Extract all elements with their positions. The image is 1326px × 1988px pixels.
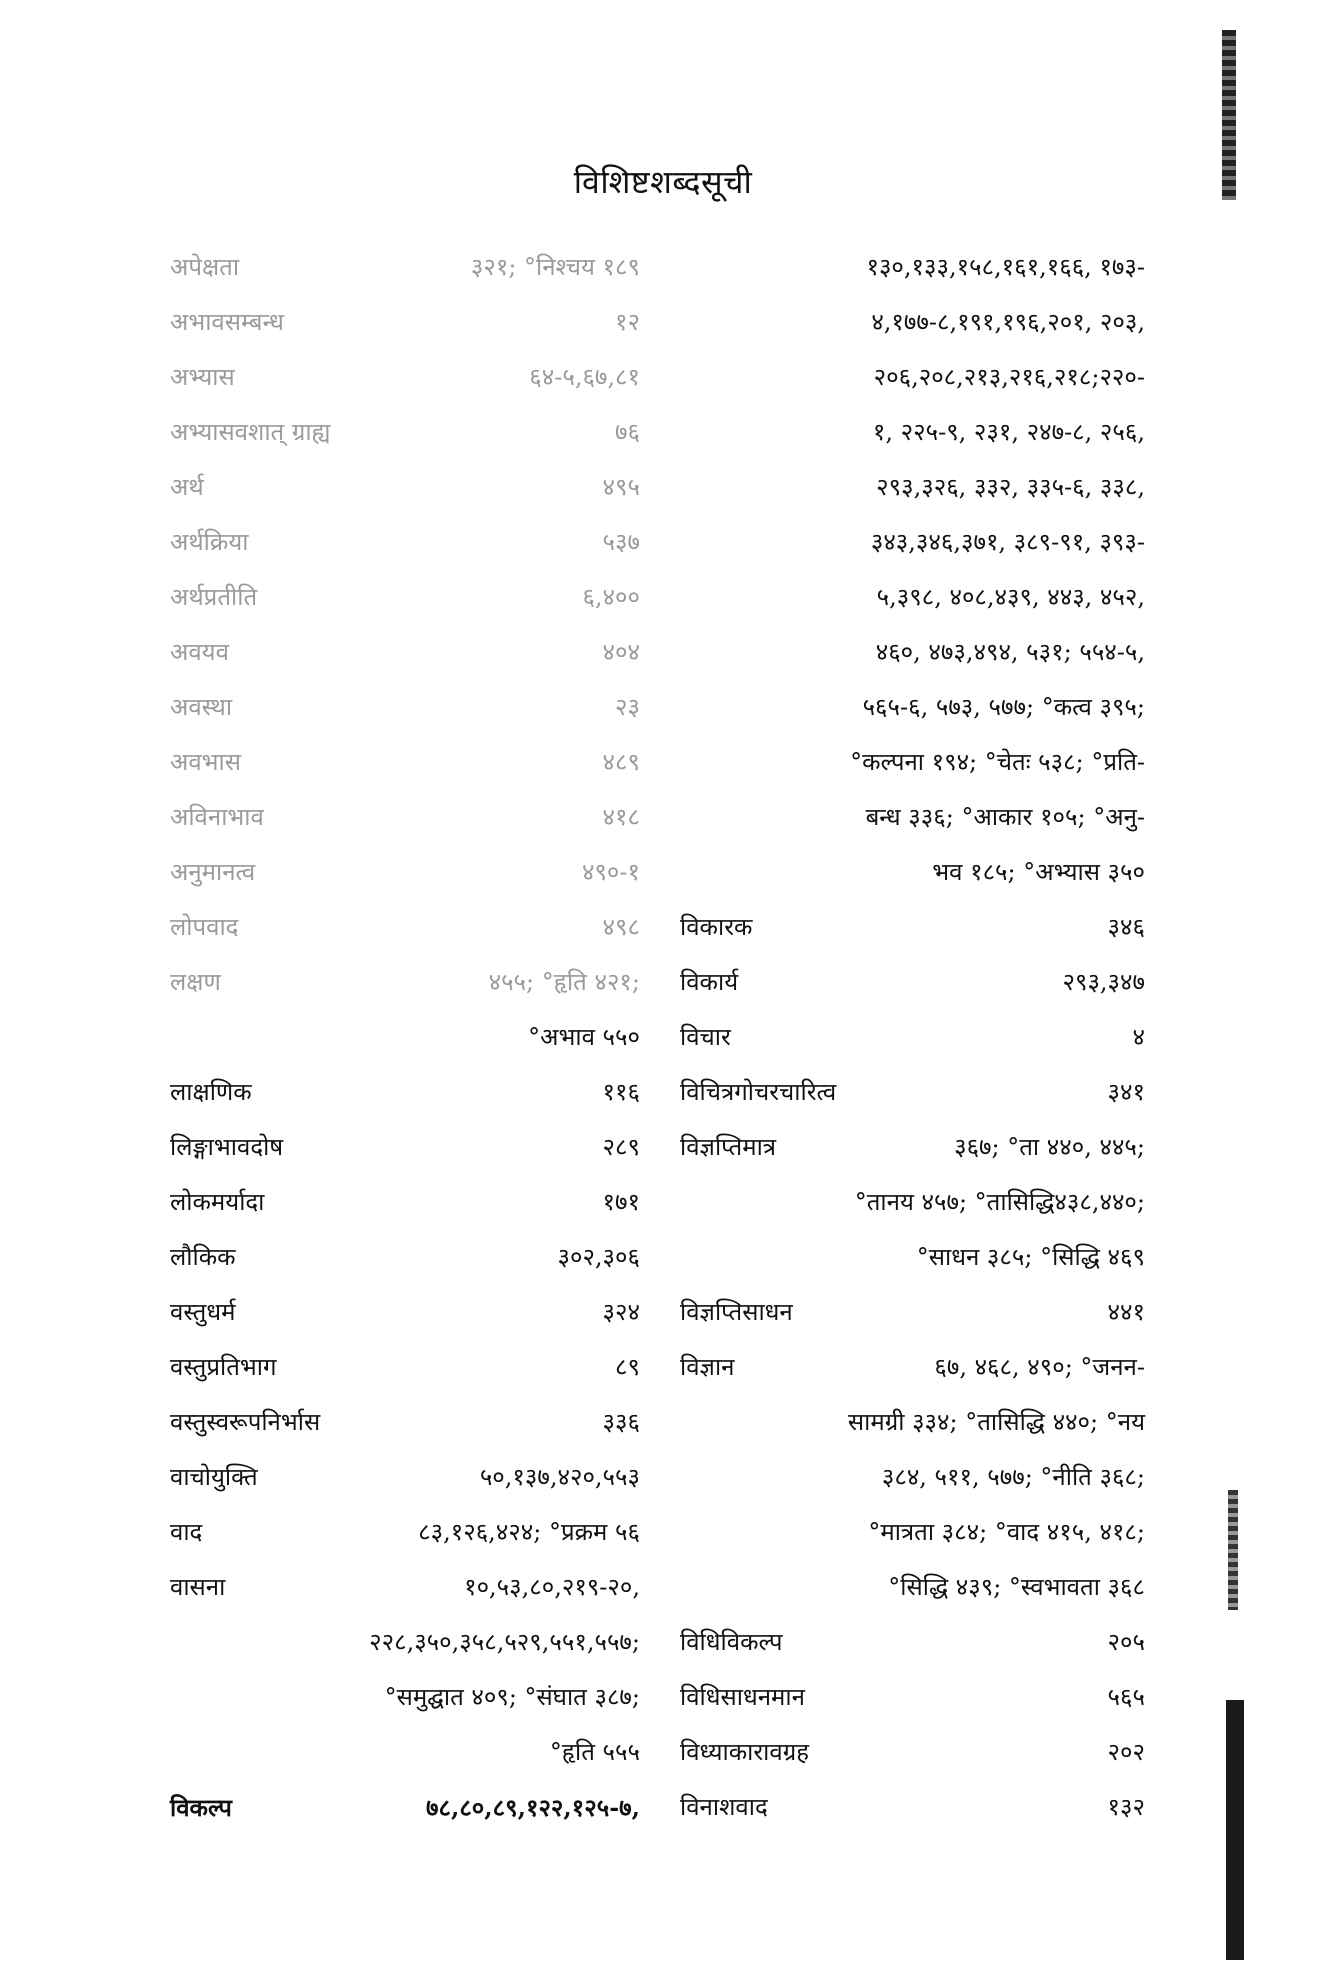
index-entry bbox=[170, 1615, 640, 1670]
index-entry bbox=[170, 790, 640, 845]
index-term: लोकमर्यादा bbox=[170, 1188, 265, 1216]
index-entry bbox=[170, 1340, 640, 1395]
index-entry bbox=[170, 1175, 640, 1230]
index-entry bbox=[170, 1725, 640, 1780]
index-entry bbox=[170, 1010, 640, 1065]
index-entry bbox=[170, 1560, 640, 1615]
index-term: वाद bbox=[170, 1518, 203, 1546]
index-entry bbox=[170, 1065, 640, 1120]
index-page-refs: ३०२,३०६ bbox=[557, 1243, 640, 1271]
index-page-refs: °अभाव ५५० bbox=[528, 1023, 640, 1051]
index-entry bbox=[680, 1175, 1145, 1230]
index-page-refs: ३३६ bbox=[602, 1408, 640, 1436]
index-term: लोपवाद bbox=[170, 913, 239, 941]
scan-edge-mark-top bbox=[1222, 30, 1236, 200]
index-entry bbox=[170, 350, 640, 405]
index-term: विनाशवाद bbox=[680, 1793, 768, 1821]
index-term: वाचोयुक्ति bbox=[170, 1463, 258, 1491]
index-page-refs: ३४१ bbox=[1107, 1078, 1145, 1106]
index-page-refs: °कल्पना १९४; °चेतः ५३८; °प्रति- bbox=[850, 748, 1145, 776]
index-entry bbox=[680, 900, 1145, 955]
index-page-refs: ५६५-६, ५७३, ५७७; °कत्व ३९५; bbox=[862, 693, 1145, 721]
index-page-refs: १२ bbox=[615, 308, 640, 336]
index-page-refs: ५,३९८, ४०८,४३९, ४४३, ४५२, bbox=[876, 583, 1145, 611]
index-term: अविनाभाव bbox=[170, 803, 264, 831]
index-entry bbox=[680, 1670, 1145, 1725]
index-page-refs: °समुद्घात ४०९; °संघात ३८७; bbox=[384, 1683, 640, 1711]
index-entry bbox=[170, 295, 640, 350]
index-entry bbox=[170, 515, 640, 570]
index-entry bbox=[170, 1670, 640, 1725]
index-page-refs: ३२१; °निश्चय १८९ bbox=[470, 253, 640, 281]
index-entry bbox=[170, 955, 640, 1010]
index-page-refs: ८९ bbox=[615, 1353, 640, 1381]
index-term: अवभास bbox=[170, 748, 241, 776]
index-page-refs: २९३,३४७ bbox=[1062, 968, 1145, 996]
index-page-refs: ४९०-१ bbox=[581, 858, 640, 886]
index-entry bbox=[170, 625, 640, 680]
index-entry bbox=[170, 405, 640, 460]
index-page-refs: °हृति ५५५ bbox=[549, 1738, 640, 1766]
index-term: वस्तुधर्म bbox=[170, 1298, 236, 1326]
index-entry bbox=[680, 1505, 1145, 1560]
index-page-refs: २३ bbox=[615, 693, 640, 721]
index-entry bbox=[170, 1230, 640, 1285]
right-index-column bbox=[680, 240, 1145, 1835]
index-entry bbox=[170, 900, 640, 955]
index-entry bbox=[680, 955, 1145, 1010]
index-page-refs: २८९ bbox=[602, 1133, 640, 1161]
index-page-refs: १३०,१३३,१५८,१६१,१६६, १७३- bbox=[866, 253, 1145, 281]
index-term: विकल्प bbox=[170, 1793, 232, 1822]
scan-edge-mark-middle bbox=[1228, 1490, 1238, 1610]
index-entry bbox=[170, 1120, 640, 1175]
index-entry bbox=[680, 1450, 1145, 1505]
index-entry bbox=[170, 680, 640, 735]
index-page-refs: °सिद्धि ४३९; °स्वभावता ३६८ bbox=[888, 1573, 1145, 1601]
index-page-refs: २०२ bbox=[1107, 1738, 1145, 1766]
index-term: विज्ञप्तिमात्र bbox=[680, 1133, 777, 1161]
index-term: लिङ्गाभावदोष bbox=[170, 1133, 284, 1161]
index-page-refs: ५६५ bbox=[1107, 1683, 1145, 1711]
index-page-refs: सामग्री ३३४; °तासिद्धि ४४०; °नय bbox=[847, 1408, 1145, 1436]
index-page-refs: ५०,१३७,४२०,५५३ bbox=[479, 1463, 640, 1491]
index-page-refs: १०,५३,८०,२१९-२०, bbox=[464, 1573, 640, 1601]
index-page-refs: बन्ध ३३६; °आकार १०५; °अनु- bbox=[865, 803, 1145, 831]
index-page-refs: १, २२५-९, २३१, २४७-८, २५६, bbox=[872, 418, 1145, 446]
index-entry bbox=[680, 405, 1145, 460]
index-page-refs: ४४१ bbox=[1107, 1298, 1145, 1326]
index-term: वासना bbox=[170, 1573, 226, 1601]
index-page-refs: ८३,१२६,४२४; °प्रक्रम ५६ bbox=[418, 1518, 640, 1546]
index-term: अभावसम्बन्ध bbox=[170, 308, 284, 336]
index-entry bbox=[680, 1395, 1145, 1450]
index-term: विकारक bbox=[680, 913, 753, 941]
index-term: वस्तुप्रतिभाग bbox=[170, 1353, 277, 1381]
index-page-refs: ४६०, ४७३,४९४, ५३१; ५५४-५, bbox=[875, 638, 1145, 666]
index-entry bbox=[680, 1285, 1145, 1340]
index-page-refs: ७८,८०,८९,१२२,१२५-७, bbox=[426, 1793, 640, 1822]
index-entry bbox=[170, 460, 640, 515]
index-page-refs: २०५ bbox=[1107, 1628, 1145, 1656]
left-index-column bbox=[170, 240, 640, 1835]
index-entry bbox=[680, 1010, 1145, 1065]
index-page-refs: ७६ bbox=[615, 418, 640, 446]
index-page-refs: १३२ bbox=[1107, 1793, 1145, 1821]
index-entry bbox=[680, 680, 1145, 735]
index-page-refs: °मात्रता ३८४; °वाद ४१५, ४१८; bbox=[868, 1518, 1145, 1546]
index-page-refs: ३८४, ५११, ५७७; °नीति ३६८; bbox=[881, 1463, 1145, 1491]
index-page-refs: ३४३,३४६,३७१, ३८९-९१, ३९३- bbox=[870, 528, 1145, 556]
index-page-refs: २९३,३२६, ३३२, ३३५-६, ३३८, bbox=[876, 473, 1145, 501]
index-page-refs: ३६७; °ता ४४०, ४४५; bbox=[954, 1133, 1145, 1161]
index-entry bbox=[170, 735, 640, 790]
index-entry bbox=[680, 1615, 1145, 1670]
index-entry bbox=[680, 625, 1145, 680]
index-page-refs: भव १८५; °अभ्यास ३५० bbox=[932, 858, 1145, 886]
index-entry bbox=[170, 845, 640, 900]
index-entry bbox=[170, 1505, 640, 1560]
index-page-refs: ४८९ bbox=[602, 748, 640, 776]
index-entry bbox=[680, 460, 1145, 515]
index-term: अपेक्षता bbox=[170, 253, 240, 281]
index-entry bbox=[170, 240, 640, 295]
page-title: विशिष्टशब्दसूची bbox=[573, 163, 753, 201]
index-entry bbox=[680, 735, 1145, 790]
index-entry bbox=[680, 240, 1145, 295]
index-entry bbox=[680, 1065, 1145, 1120]
index-page-refs: ६४-५,६७,८१ bbox=[529, 363, 640, 391]
index-entry bbox=[170, 1780, 640, 1835]
index-entry bbox=[680, 1780, 1145, 1835]
index-term: अर्थ bbox=[170, 473, 204, 501]
index-page-refs: ६७, ४६८, ४९०; °जनन- bbox=[934, 1353, 1145, 1381]
index-page-refs: २०६,२०८,२१३,२१६,२१८;२२०- bbox=[873, 363, 1145, 391]
index-term: विध्याकारावग्रह bbox=[680, 1738, 810, 1766]
index-term: अर्थक्रिया bbox=[170, 528, 249, 556]
index-entry bbox=[680, 570, 1145, 625]
index-entry bbox=[680, 515, 1145, 570]
index-page-refs: ४,१७७-८,१९१,१९६,२०१, २०३, bbox=[871, 308, 1145, 336]
index-entry bbox=[170, 1395, 640, 1450]
index-term: अर्थप्रतीति bbox=[170, 583, 258, 611]
index-page-refs: ४९५ bbox=[602, 473, 640, 501]
index-term: विज्ञप्तिसाधन bbox=[680, 1298, 793, 1326]
index-page-refs: ३२४ bbox=[602, 1298, 640, 1326]
index-page-refs: ४५५; °हृति ४२१; bbox=[488, 968, 640, 996]
index-term: अवयव bbox=[170, 638, 229, 666]
index-entry bbox=[680, 1120, 1145, 1175]
index-entry bbox=[680, 1230, 1145, 1285]
index-page-refs: °तानय ४५७; °तासिद्धि४३८,४४०; bbox=[854, 1188, 1145, 1216]
index-term: विचार bbox=[680, 1023, 731, 1051]
index-term: विकार्य bbox=[680, 968, 739, 996]
index-page-refs: ४९८ bbox=[602, 913, 640, 941]
index-entry bbox=[680, 1340, 1145, 1395]
index-term: विज्ञान bbox=[680, 1353, 735, 1381]
index-entry bbox=[170, 1285, 640, 1340]
index-entry bbox=[680, 1725, 1145, 1780]
index-term: अभ्यासवशात् ग्राह्य bbox=[170, 418, 331, 446]
index-term: अवस्था bbox=[170, 693, 233, 721]
index-entry bbox=[680, 845, 1145, 900]
index-term: अनुमानत्व bbox=[170, 858, 256, 886]
index-page-refs: ४०४ bbox=[602, 638, 640, 666]
index-entry bbox=[680, 1560, 1145, 1615]
index-page-refs: °साधन ३८५; °सिद्धि ४६९ bbox=[916, 1243, 1145, 1271]
index-page-refs: ५३७ bbox=[602, 528, 640, 556]
index-entry bbox=[170, 1450, 640, 1505]
index-page-refs: ६,४०० bbox=[582, 583, 640, 611]
index-entry bbox=[680, 295, 1145, 350]
index-page-refs: ११६ bbox=[602, 1078, 640, 1106]
index-entry bbox=[170, 570, 640, 625]
index-term: लाक्षणिक bbox=[170, 1078, 252, 1106]
index-term: विधिविकल्प bbox=[680, 1628, 783, 1656]
index-page-refs: १७१ bbox=[602, 1188, 640, 1216]
scan-edge-mark-bottom bbox=[1226, 1700, 1244, 1960]
index-term: विधिसाधनमान bbox=[680, 1683, 805, 1711]
index-page-refs: २२८,३५०,३५८,५२९,५५१,५५७; bbox=[369, 1628, 640, 1656]
index-entry bbox=[680, 790, 1145, 845]
index-term: अभ्यास bbox=[170, 363, 235, 391]
index-term: विचित्रगोचरचारित्व bbox=[680, 1078, 837, 1106]
index-term: वस्तुस्वरूपनिर्भास bbox=[170, 1408, 321, 1436]
index-term: लौकिक bbox=[170, 1243, 236, 1271]
index-page-refs: ३४६ bbox=[1107, 913, 1145, 941]
index-page-refs: ४ bbox=[1132, 1023, 1145, 1051]
index-page-refs: ४१८ bbox=[602, 803, 640, 831]
index-entry bbox=[680, 350, 1145, 405]
index-term: लक्षण bbox=[170, 968, 221, 996]
